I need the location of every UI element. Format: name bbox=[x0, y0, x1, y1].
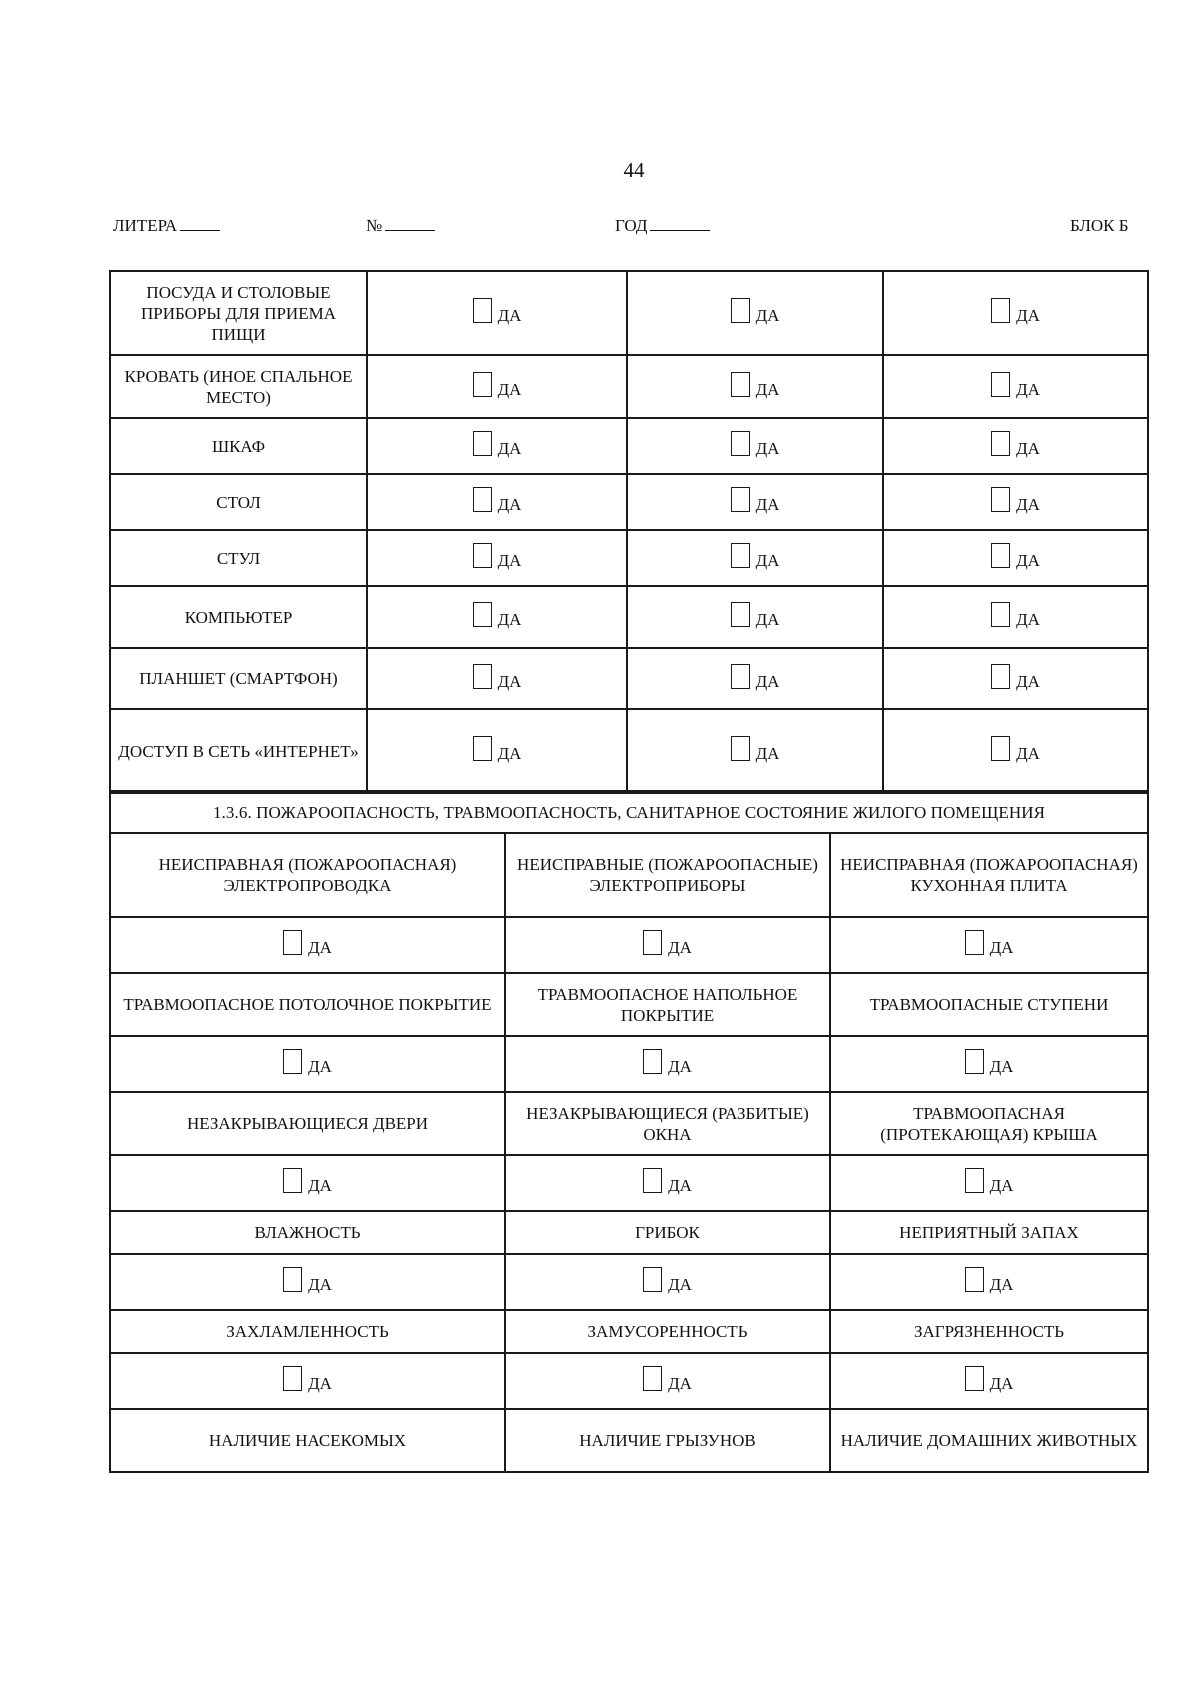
item-answer-cell bbox=[367, 418, 627, 474]
item-answer-cell bbox=[627, 474, 883, 530]
hazard-answer-cell bbox=[505, 1254, 830, 1310]
hazard-label: ТРАВМООПАСНЫЕ СТУПЕНИ bbox=[830, 973, 1148, 1036]
checkbox-label: ДА bbox=[497, 551, 522, 570]
checkbox-icon[interactable] bbox=[731, 543, 750, 568]
checkbox-icon[interactable] bbox=[473, 431, 492, 456]
hazard-answer-cell bbox=[830, 1254, 1148, 1310]
item-answer-cell bbox=[627, 530, 883, 586]
checkbox-label: ДА bbox=[755, 744, 780, 763]
items-table bbox=[109, 270, 1149, 794]
item-row bbox=[110, 418, 1148, 474]
item-4-checkbox-1[interactable] bbox=[473, 487, 522, 512]
checkbox-label: ДА bbox=[497, 610, 522, 629]
hazard-answer-cell bbox=[505, 917, 830, 973]
item-answer-cell bbox=[367, 474, 627, 530]
hazard-label: ТРАВМООПАСНОЕ НАПОЛЬНОЕ ПОКРЫТИЕ bbox=[505, 973, 830, 1036]
checkbox-icon[interactable] bbox=[731, 298, 750, 323]
hazard-answer-cell bbox=[110, 1155, 505, 1211]
checkbox-icon[interactable] bbox=[991, 736, 1010, 761]
item-2-checkbox-1[interactable] bbox=[473, 372, 522, 397]
item-label: КРОВАТЬ (ИНОЕ СПАЛЬНОЕ МЕСТО) bbox=[110, 355, 367, 418]
hazard-label-row bbox=[110, 1409, 1148, 1472]
hazard-label-row bbox=[110, 1092, 1148, 1155]
hazard-5-checkbox-1[interactable] bbox=[283, 1366, 332, 1391]
checkbox-label: ДА bbox=[668, 1176, 692, 1195]
hazard-label-row bbox=[110, 833, 1148, 917]
hazard-3-checkbox-1[interactable] bbox=[283, 1168, 332, 1193]
checkbox-label: ДА bbox=[308, 1374, 332, 1393]
checkbox-icon[interactable] bbox=[731, 431, 750, 456]
checkbox-label: ДА bbox=[497, 439, 522, 458]
item-8-checkbox-2[interactable] bbox=[731, 736, 780, 761]
hazard-label: НЕИСПРАВНАЯ (ПОЖАРООПАСНАЯ) КУХОННАЯ ПЛИТА bbox=[830, 833, 1148, 917]
hazard-answer-cell bbox=[110, 1036, 505, 1092]
hazard-label: ГРИБОК bbox=[505, 1211, 830, 1254]
hazard-label: НАЛИЧИЕ НАСЕКОМЫХ bbox=[110, 1409, 505, 1472]
item-6-checkbox-1[interactable] bbox=[473, 602, 522, 627]
checkbox-label: ДА bbox=[1016, 610, 1040, 629]
checkbox-label: ДА bbox=[989, 1275, 1014, 1294]
number-label: № bbox=[366, 216, 383, 235]
item-1-checkbox-1[interactable] bbox=[473, 298, 522, 323]
hazard-answer-cell bbox=[830, 1036, 1148, 1092]
hazard-answer-cell bbox=[505, 1036, 830, 1092]
hazard-answer-row bbox=[110, 1155, 1148, 1211]
checkbox-icon[interactable] bbox=[473, 602, 492, 627]
checkbox-icon[interactable] bbox=[283, 1049, 302, 1074]
item-answer-cell bbox=[367, 355, 627, 418]
page-number: 44 bbox=[623, 158, 645, 182]
item-6-checkbox-2[interactable] bbox=[731, 602, 780, 627]
checkbox-label: ДА bbox=[755, 439, 780, 458]
hazard-answer-row bbox=[110, 1353, 1148, 1409]
hazard-3-checkbox-3[interactable] bbox=[965, 1168, 1014, 1193]
hazard-2-checkbox-3[interactable] bbox=[965, 1049, 1014, 1074]
checkbox-icon[interactable] bbox=[283, 930, 302, 955]
checkbox-label: ДА bbox=[668, 1275, 692, 1294]
item-5-checkbox-3[interactable] bbox=[991, 543, 1040, 568]
item-4-checkbox-3[interactable] bbox=[991, 487, 1040, 512]
checkbox-icon[interactable] bbox=[283, 1267, 302, 1292]
checkbox-icon[interactable] bbox=[991, 602, 1010, 627]
checkbox-label: ДА bbox=[1016, 551, 1040, 570]
checkbox-icon[interactable] bbox=[731, 664, 750, 689]
checkbox-label: ДА bbox=[989, 1057, 1014, 1076]
item-7-checkbox-2[interactable] bbox=[731, 664, 780, 689]
hazard-label: НАЛИЧИЕ ДОМАШНИХ ЖИВОТНЫХ bbox=[830, 1409, 1148, 1472]
item-row bbox=[110, 648, 1148, 709]
item-3-checkbox-3[interactable] bbox=[991, 431, 1040, 456]
item-answer-cell bbox=[367, 586, 627, 648]
hazard-answer-row bbox=[110, 1254, 1148, 1310]
checkbox-label: ДА bbox=[308, 938, 332, 957]
item-2-checkbox-2[interactable] bbox=[731, 372, 780, 397]
hazard-label: ЗАХЛАМЛЕННОСТЬ bbox=[110, 1310, 505, 1353]
hazard-2-checkbox-1[interactable] bbox=[283, 1049, 332, 1074]
item-7-checkbox-1[interactable] bbox=[473, 664, 522, 689]
item-answer-cell bbox=[883, 648, 1148, 709]
item-answer-cell bbox=[883, 271, 1148, 355]
checkbox-label: ДА bbox=[668, 1374, 692, 1393]
checkbox-icon[interactable] bbox=[643, 930, 662, 955]
hazard-answer-cell bbox=[110, 917, 505, 973]
checkbox-icon[interactable] bbox=[473, 543, 492, 568]
item-6-checkbox-3[interactable] bbox=[991, 602, 1040, 627]
hazard-label-row bbox=[110, 973, 1148, 1036]
hazard-label: ТРАВМООПАСНАЯ (ПРОТЕКАЮЩАЯ) КРЫША bbox=[830, 1092, 1148, 1155]
checkbox-icon[interactable] bbox=[991, 664, 1010, 689]
year-field[interactable] bbox=[615, 216, 710, 236]
hazard-answer-cell bbox=[830, 1353, 1148, 1409]
item-answer-cell bbox=[627, 586, 883, 648]
checkbox-label: ДА bbox=[989, 1374, 1014, 1393]
hazard-1-checkbox-2[interactable] bbox=[643, 930, 692, 955]
checkbox-label: ДА bbox=[668, 1057, 692, 1076]
checkbox-icon[interactable] bbox=[965, 1049, 984, 1074]
item-answer-cell bbox=[367, 648, 627, 709]
item-answer-cell bbox=[883, 474, 1148, 530]
hazard-1-checkbox-1[interactable] bbox=[283, 930, 332, 955]
block-label: БЛОК Б bbox=[1070, 216, 1129, 235]
checkbox-label: ДА bbox=[1016, 306, 1040, 325]
checkbox-icon[interactable] bbox=[473, 664, 492, 689]
checkbox-label: ДА bbox=[497, 379, 522, 399]
item-answer-cell bbox=[627, 709, 883, 793]
hazard-label: НЕИСПРАВНЫЕ (ПОЖАРООПАСНЫЕ) ЭЛЕКТРОПРИБОРЫ bbox=[505, 833, 830, 917]
hazard-answer-cell bbox=[505, 1353, 830, 1409]
litera-field[interactable] bbox=[113, 216, 220, 236]
litera-label: ЛИТЕРА bbox=[113, 216, 178, 235]
item-answer-cell bbox=[883, 586, 1148, 648]
hazard-3-checkbox-2[interactable] bbox=[643, 1168, 692, 1193]
item-7-checkbox-3[interactable] bbox=[991, 664, 1040, 689]
hazard-answer-row bbox=[110, 917, 1148, 973]
hazard-label: ЗАМУСОРЕННОСТЬ bbox=[505, 1310, 830, 1353]
item-answer-cell bbox=[627, 355, 883, 418]
checkbox-icon[interactable] bbox=[283, 1366, 302, 1391]
hazards-table bbox=[109, 790, 1149, 1473]
hazard-label: НЕЗАКРЫВАЮЩИЕСЯ (РАЗБИТЫЕ) ОКНА bbox=[505, 1092, 830, 1155]
hazard-answer-cell bbox=[830, 1155, 1148, 1211]
item-answer-cell bbox=[367, 709, 627, 793]
item-answer-cell bbox=[883, 418, 1148, 474]
hazard-label: НАЛИЧИЕ ГРЫЗУНОВ bbox=[505, 1409, 830, 1472]
checkbox-icon[interactable] bbox=[965, 1366, 984, 1391]
hazard-answer-cell bbox=[110, 1254, 505, 1310]
checkbox-label: ДА bbox=[755, 495, 780, 514]
item-8-checkbox-1[interactable] bbox=[473, 736, 522, 761]
hazard-label-row bbox=[110, 1211, 1148, 1254]
checkbox-icon[interactable] bbox=[473, 372, 492, 397]
item-answer-cell bbox=[627, 271, 883, 355]
checkbox-label: ДА bbox=[497, 671, 522, 691]
hazard-4-checkbox-3[interactable] bbox=[965, 1267, 1014, 1292]
hazard-label: НЕИСПРАВНАЯ (ПОЖАРООПАСНАЯ) ЭЛЕКТРОПРОВОДКА bbox=[110, 833, 505, 917]
hazard-1-checkbox-3[interactable] bbox=[965, 930, 1014, 955]
checkbox-label: ДА bbox=[1016, 439, 1040, 458]
item-row bbox=[110, 586, 1148, 648]
checkbox-label: ДА bbox=[668, 938, 692, 957]
checkbox-icon[interactable] bbox=[283, 1168, 302, 1193]
checkbox-icon[interactable] bbox=[991, 372, 1010, 397]
item-3-checkbox-2[interactable] bbox=[731, 431, 780, 456]
checkbox-icon[interactable] bbox=[473, 487, 492, 512]
item-label: СТУЛ bbox=[110, 530, 367, 586]
hazard-label: ЗАГРЯЗНЕННОСТЬ bbox=[830, 1310, 1148, 1353]
item-1-checkbox-2[interactable] bbox=[731, 298, 780, 323]
item-3-checkbox-1[interactable] bbox=[473, 431, 522, 456]
item-label: ПОСУДА И СТОЛОВЫЕ ПРИБОРЫ ДЛЯ ПРИЕМА ПИЩИ bbox=[110, 271, 367, 355]
item-label: ДОСТУП В СЕТЬ «ИНТЕРНЕТ» bbox=[110, 709, 367, 793]
checkbox-icon[interactable] bbox=[991, 431, 1010, 456]
hazard-answer-cell bbox=[505, 1155, 830, 1211]
checkbox-icon[interactable] bbox=[473, 736, 492, 761]
hazard-4-checkbox-1[interactable] bbox=[283, 1267, 332, 1292]
item-answer-cell bbox=[367, 271, 627, 355]
number-blank[interactable] bbox=[385, 216, 435, 231]
litera-blank[interactable] bbox=[180, 216, 220, 231]
checkbox-label: ДА bbox=[1016, 495, 1040, 514]
checkbox-label: ДА bbox=[755, 306, 780, 325]
checkbox-icon[interactable] bbox=[643, 1267, 662, 1292]
item-answer-cell bbox=[627, 648, 883, 709]
item-label: СТОЛ bbox=[110, 474, 367, 530]
checkbox-label: ДА bbox=[755, 379, 780, 399]
hazard-2-checkbox-2[interactable] bbox=[643, 1049, 692, 1074]
checkbox-icon[interactable] bbox=[991, 487, 1010, 512]
item-row bbox=[110, 474, 1148, 530]
item-2-checkbox-3[interactable] bbox=[991, 372, 1040, 397]
checkbox-icon[interactable] bbox=[473, 298, 492, 323]
year-label: ГОД bbox=[615, 216, 648, 235]
checkbox-label: ДА bbox=[989, 1176, 1014, 1195]
item-1-checkbox-3[interactable] bbox=[991, 298, 1040, 323]
hazard-label: ТРАВМООПАСНОЕ ПОТОЛОЧНОЕ ПОКРЫТИЕ bbox=[110, 973, 505, 1036]
item-row bbox=[110, 271, 1148, 355]
checkbox-icon[interactable] bbox=[731, 372, 750, 397]
item-answer-cell bbox=[627, 418, 883, 474]
item-label: ШКАФ bbox=[110, 418, 367, 474]
checkbox-label: ДА bbox=[308, 1275, 332, 1294]
checkbox-label: ДА bbox=[497, 744, 522, 763]
checkbox-icon[interactable] bbox=[991, 543, 1010, 568]
item-label: КОМПЬЮТЕР bbox=[110, 586, 367, 648]
item-8-checkbox-3[interactable] bbox=[991, 736, 1040, 761]
checkbox-label: ДА bbox=[1016, 671, 1040, 691]
item-4-checkbox-2[interactable] bbox=[731, 487, 780, 512]
checkbox-label: ДА bbox=[497, 495, 522, 514]
item-answer-cell bbox=[883, 709, 1148, 793]
checkbox-icon[interactable] bbox=[965, 1267, 984, 1292]
checkbox-icon[interactable] bbox=[965, 930, 984, 955]
checkbox-icon[interactable] bbox=[643, 1049, 662, 1074]
checkbox-icon[interactable] bbox=[643, 1168, 662, 1193]
item-5-checkbox-1[interactable] bbox=[473, 543, 522, 568]
item-row bbox=[110, 709, 1148, 793]
checkbox-label: ДА bbox=[755, 671, 780, 691]
checkbox-icon[interactable] bbox=[643, 1366, 662, 1391]
item-answer-cell bbox=[883, 355, 1148, 418]
checkbox-icon[interactable] bbox=[965, 1168, 984, 1193]
number-field[interactable] bbox=[366, 216, 435, 236]
item-row bbox=[110, 530, 1148, 586]
checkbox-label: ДА bbox=[1016, 379, 1040, 399]
hazard-answer-row bbox=[110, 1036, 1148, 1092]
checkbox-label: ДА bbox=[497, 306, 522, 325]
checkbox-icon[interactable] bbox=[731, 487, 750, 512]
hazard-answer-cell bbox=[830, 917, 1148, 973]
checkbox-label: ДА bbox=[308, 1057, 332, 1076]
hazard-label: НЕЗАКРЫВАЮЩИЕСЯ ДВЕРИ bbox=[110, 1092, 505, 1155]
checkbox-label: ДА bbox=[755, 551, 780, 570]
hazard-label-row bbox=[110, 1310, 1148, 1353]
year-blank[interactable] bbox=[650, 216, 710, 231]
checkbox-icon[interactable] bbox=[731, 602, 750, 627]
hazard-5-checkbox-2[interactable] bbox=[643, 1366, 692, 1391]
item-5-checkbox-2[interactable] bbox=[731, 543, 780, 568]
checkbox-icon[interactable] bbox=[991, 298, 1010, 323]
hazard-label: НЕПРИЯТНЫЙ ЗАПАХ bbox=[830, 1211, 1148, 1254]
checkbox-icon[interactable] bbox=[731, 736, 750, 761]
item-row bbox=[110, 355, 1148, 418]
hazard-4-checkbox-2[interactable] bbox=[643, 1267, 692, 1292]
hazard-label: ВЛАЖНОСТЬ bbox=[110, 1211, 505, 1254]
hazard-5-checkbox-3[interactable] bbox=[965, 1366, 1014, 1391]
hazard-answer-cell bbox=[110, 1353, 505, 1409]
item-answer-cell bbox=[883, 530, 1148, 586]
checkbox-label: ДА bbox=[989, 938, 1014, 957]
checkbox-label: ДА bbox=[755, 610, 780, 629]
item-answer-cell bbox=[367, 530, 627, 586]
checkbox-label: ДА bbox=[308, 1176, 332, 1195]
section-title: 1.3.6. ПОЖАРООПАСНОСТЬ, ТРАВМООПАСНОСТЬ, САНИТАРНОЕ СОСТОЯНИЕ ЖИЛОГО ПОМЕЩЕНИЯ bbox=[110, 791, 1148, 833]
item-label: ПЛАНШЕТ (СМАРТФОН) bbox=[110, 648, 367, 709]
checkbox-label: ДА bbox=[1016, 744, 1040, 763]
